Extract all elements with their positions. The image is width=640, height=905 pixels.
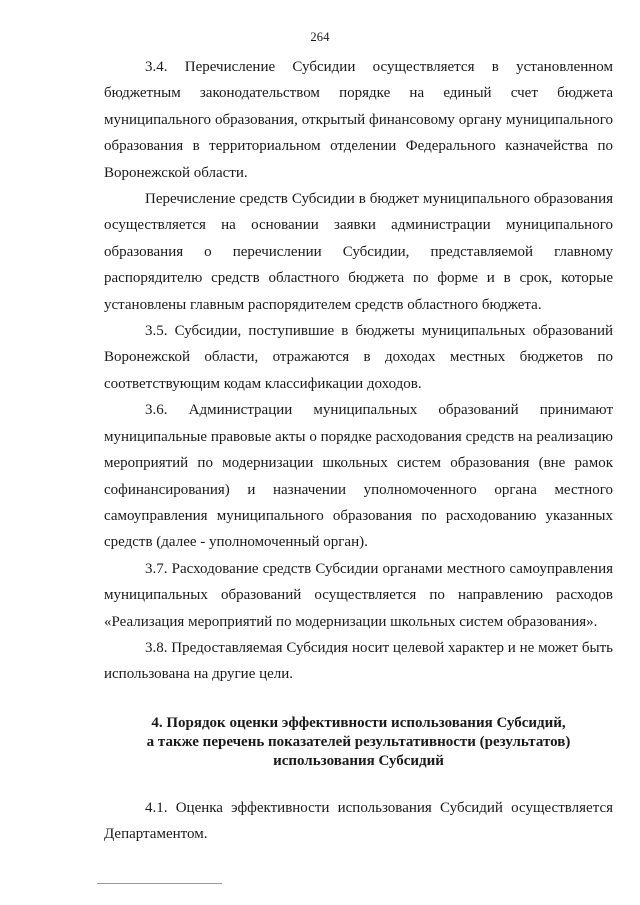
section-heading	[104, 714, 613, 771]
paragraph-3-6: 3.6. Администрации муниципальных образований принимают муниципальные правовые акты о порядке расходования средств на реализацию мероприятий по модернизации школьных систем образования (вне рамок софинансирования) и назначении уполномоченного органа местного самоуправления муниципального образования по расходованию указанных средств (далее - уполномоченный орган).	[104, 402, 613, 551]
paragraph-3-7: 3.7. Расходование средств Субсидии органами местного самоуправления муниципальных образований осуществляется по направлению расходов «Реализация мероприятий по модернизации школьных систем образования».	[104, 560, 613, 630]
section-heading-line: использования Субсидий	[273, 752, 444, 769]
paragraph-3-8: 3.8. Предоставляемая Субсидия носит целевой характер и не может быть использована на другие цели.	[104, 639, 613, 683]
paragraph-3-5: 3.5. Субсидии, поступившие в бюджеты муниципальных образований Воронежской области, отражаются в доходах местных бюджетов по соответствующим кодам классификации доходов.	[104, 323, 613, 392]
document-body	[104, 54, 613, 848]
section-heading-line: 4. Порядок оценки эффективности использования Субсидий,	[151, 714, 566, 731]
paragraph-3-4: 3.4. Перечисление Субсидии осуществляется в установленном бюджетным законодательством порядке на единый счет бюджета муниципального образования, открытый финансовому органу муниципального образования в территориальном отделении Федерального казначейства по Воронежской области.	[104, 59, 613, 181]
footer-divider	[97, 883, 222, 884]
paragraph-transfer-funds: Перечисление средств Субсидии в бюджет муниципального образования осуществляется на основании заявки администрации муниципального образования о перечислении Субсидии, представляемой главному распорядителю средств областного бюджета по форме и в срок, которые установлены главным распорядителем средств областного бюджета.	[104, 191, 613, 313]
section-heading-line: а также перечень показателей результативности (результатов)	[146, 733, 571, 750]
paragraph-4-1: 4.1. Оценка эффективности использования Субсидий осуществляется Департаментом.	[104, 799, 613, 843]
page-number: 264	[310, 30, 330, 44]
